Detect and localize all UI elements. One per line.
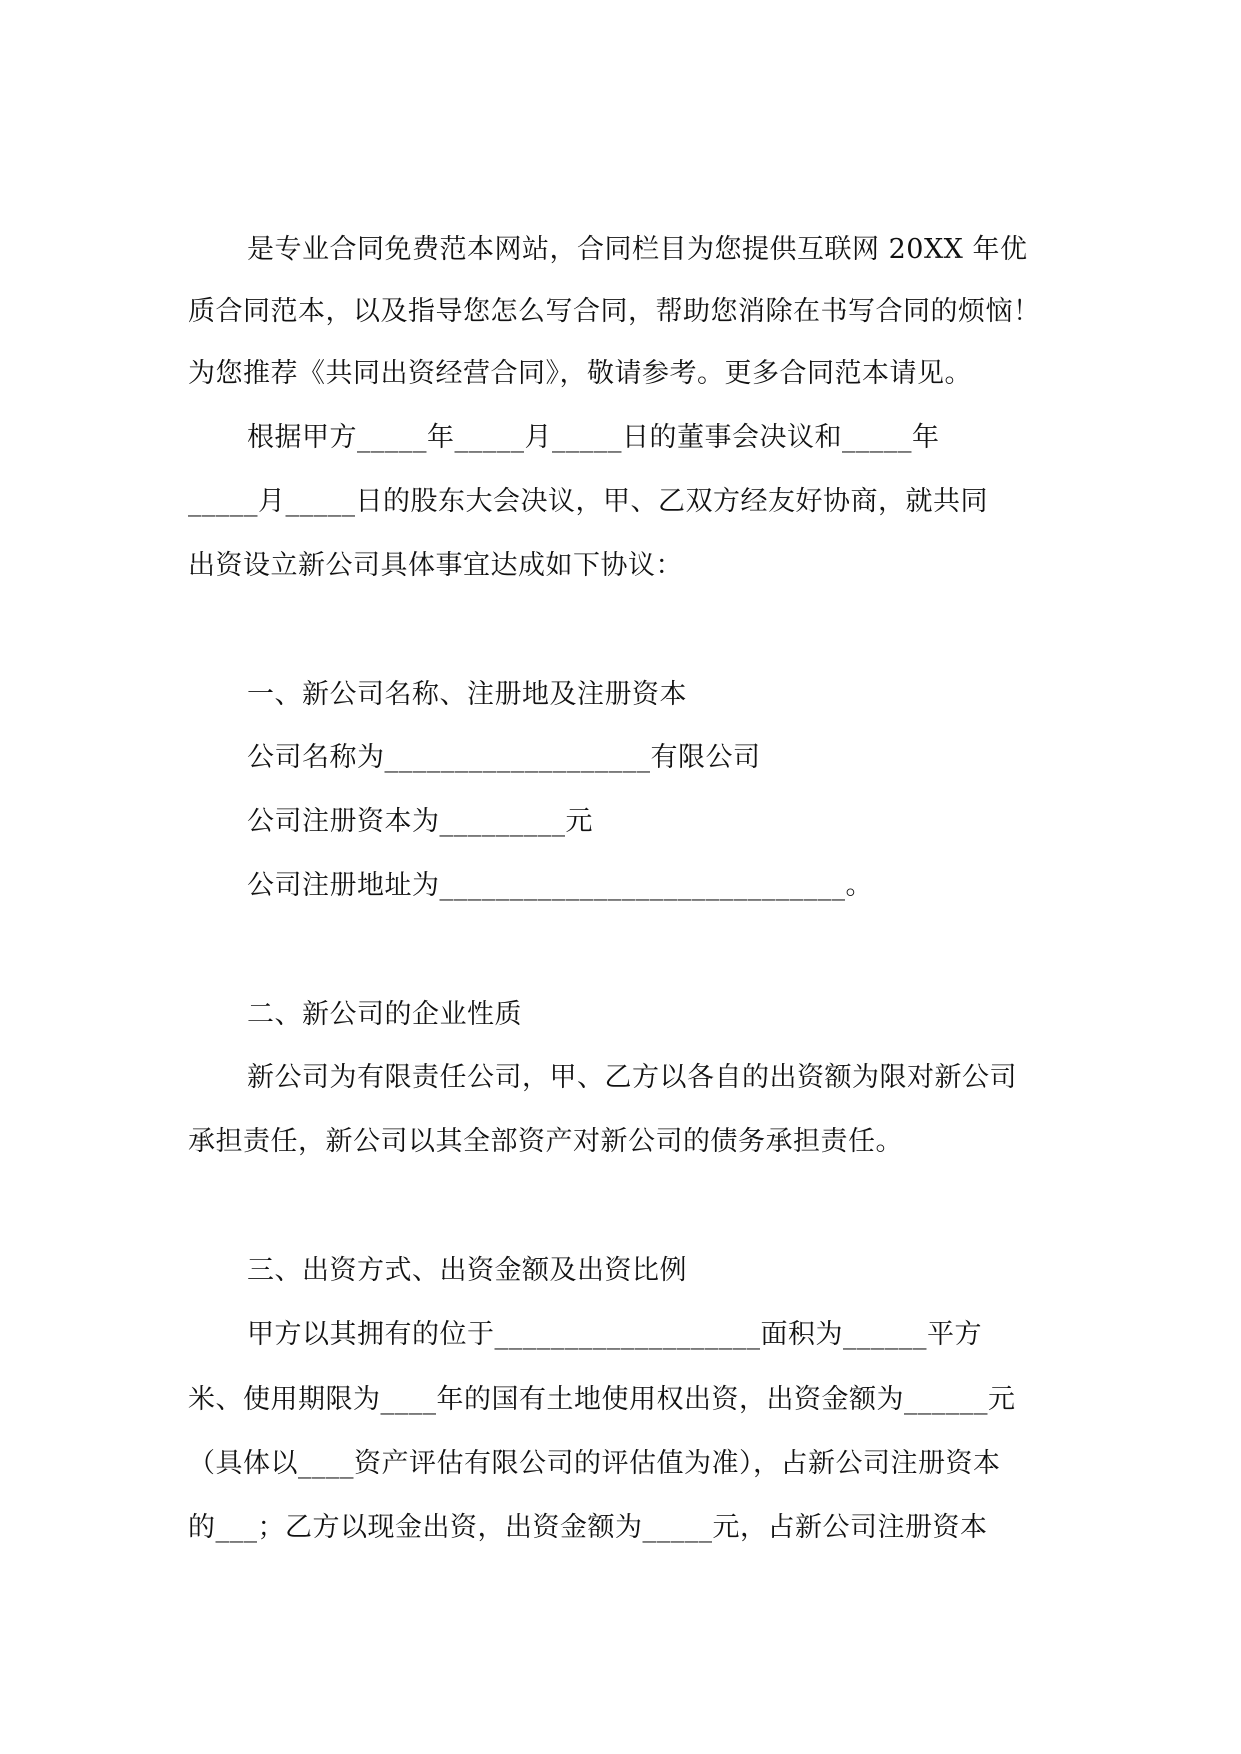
section2-heading: 二、新公司的企业性质: [247, 999, 522, 1030]
preamble-line-1: 根据甲方_____年_____月_____日的董事会决议和_____年: [247, 422, 940, 453]
section1-company-name: 公司名称为___________________有限公司: [247, 742, 761, 773]
section3-line-3: （具体以____资产评估有限公司的评估值为准），占新公司注册资本: [188, 1448, 1001, 1479]
intro-line-1: 是专业合同免费范本网站，合同栏目为您提供互联网 20XX 年优: [247, 234, 1028, 265]
preamble-line-2: _____月_____日的股东大会决议，甲、乙双方经友好协商，就共同: [188, 486, 988, 517]
section2-line-1: 新公司为有限责任公司，甲、乙方以各自的出资额为限对新公司: [247, 1062, 1017, 1093]
section2-line-2: 承担责任，新公司以其全部资产对新公司的债务承担责任。: [188, 1126, 903, 1157]
section1-registered-capital: 公司注册资本为_________元: [247, 806, 593, 837]
section1-registered-address: 公司注册地址为_____________________________。: [247, 870, 873, 901]
preamble-line-3: 出资设立新公司具体事宜达成如下协议：: [188, 550, 683, 581]
section3-line-2: 米、使用期限为____年的国有土地使用权出资，出资金额为______元: [188, 1384, 1016, 1415]
section3-line-1: 甲方以其拥有的位于___________________面积为______平方: [247, 1319, 982, 1350]
intro-line-3: 为您推荐《共同出资经营合同》，敬请参考。更多合同范本请见。: [188, 358, 972, 389]
section3-line-4: 的___；乙方以现金出资，出资金额为_____元，占新公司注册资本: [188, 1512, 988, 1543]
section3-heading: 三、出资方式、出资金额及出资比例: [247, 1255, 687, 1286]
intro-line-2: 质合同范本，以及指导您怎么写合同，帮助您消除在书写合同的烦恼！: [188, 296, 1041, 327]
section1-heading: 一、新公司名称、注册地及注册资本: [247, 679, 687, 710]
